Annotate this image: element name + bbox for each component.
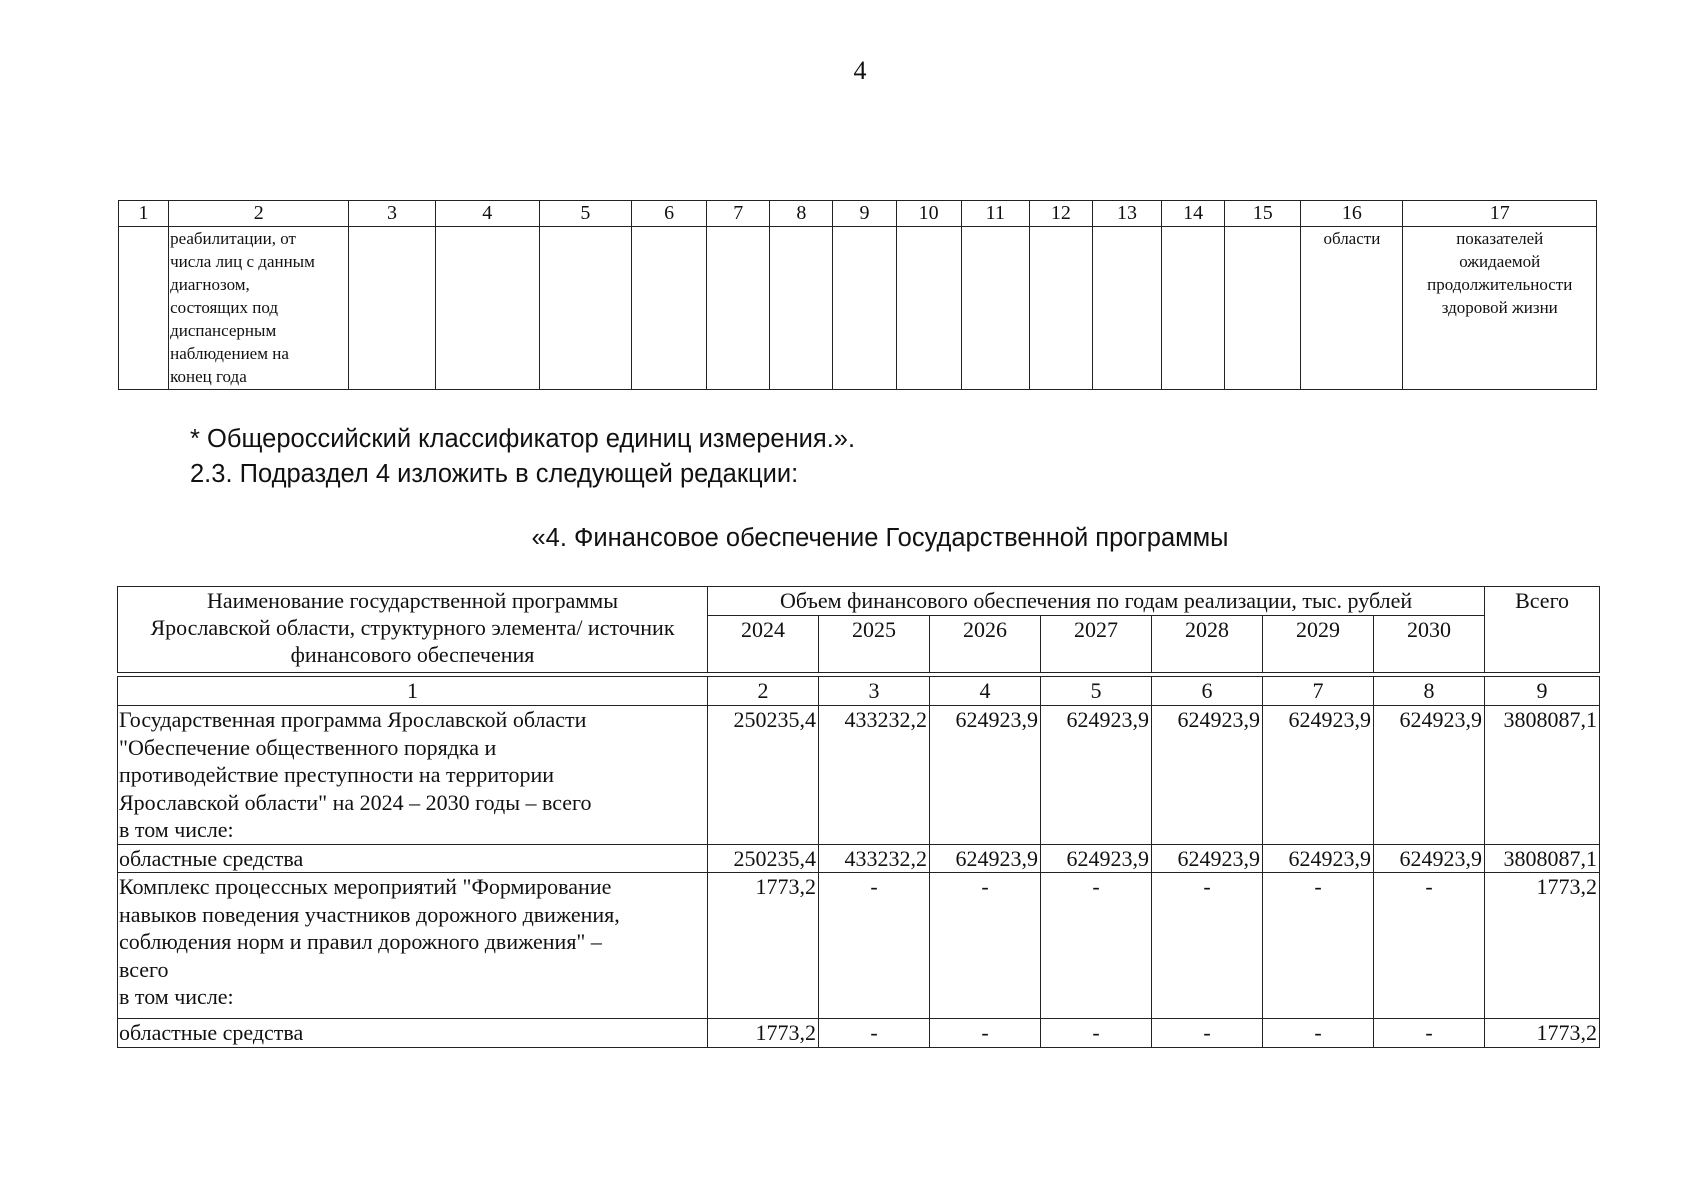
value-cell: 624923,9 bbox=[1041, 706, 1152, 845]
row-name bbox=[118, 844, 708, 873]
table1-header-cell: 10 bbox=[896, 201, 961, 227]
table1-header-cell: 1 bbox=[119, 201, 169, 227]
table1-header-cell: 11 bbox=[961, 201, 1029, 227]
value-cell: - bbox=[930, 1019, 1041, 1048]
table1-header-cell: 6 bbox=[632, 201, 707, 227]
total-cell: 1773,2 bbox=[1485, 873, 1600, 1019]
table1-header-cell: 8 bbox=[770, 201, 833, 227]
value-cell: - bbox=[1152, 1019, 1263, 1048]
table-row bbox=[118, 844, 1600, 873]
page-number: 4 bbox=[853, 56, 867, 85]
text-line: продолжительности bbox=[1427, 275, 1573, 294]
total-cell: 3808087,1 bbox=[1485, 844, 1600, 873]
column-number-row bbox=[118, 677, 1600, 706]
finance-table-header bbox=[117, 586, 1600, 673]
row-name bbox=[118, 1019, 708, 1048]
value-cell: 624923,9 bbox=[1152, 706, 1263, 845]
year-header: 2024 bbox=[708, 616, 819, 673]
text-line: диагнозом, bbox=[170, 275, 250, 294]
table-cell bbox=[1092, 227, 1161, 390]
column-number: 9 bbox=[1485, 677, 1600, 706]
column-number: 3 bbox=[819, 677, 930, 706]
value-cell: 433232,2 bbox=[819, 844, 930, 873]
value-cell: 624923,9 bbox=[930, 706, 1041, 845]
value-cell: 624923,9 bbox=[1374, 706, 1485, 845]
table1-header-cell: 13 bbox=[1092, 201, 1161, 227]
value-cell: 624923,9 bbox=[930, 844, 1041, 873]
value-cell: - bbox=[930, 873, 1041, 1019]
table-cell bbox=[349, 227, 435, 390]
text-line: всего bbox=[119, 956, 169, 982]
table1-header-cell: 4 bbox=[435, 201, 539, 227]
column-number: 7 bbox=[1263, 677, 1374, 706]
value-cell: 433232,2 bbox=[819, 706, 930, 845]
column-number: 5 bbox=[1041, 677, 1152, 706]
table1-header-cell: 9 bbox=[833, 201, 896, 227]
value-cell: - bbox=[1374, 873, 1485, 1019]
value-cell: 624923,9 bbox=[1041, 844, 1152, 873]
table-cell bbox=[961, 227, 1029, 390]
text-line: здоровой жизни bbox=[1441, 298, 1558, 317]
table1-header-cell: 12 bbox=[1029, 201, 1092, 227]
value-cell: - bbox=[1041, 873, 1152, 1019]
table1-header-cell: 14 bbox=[1162, 201, 1225, 227]
table-cell bbox=[707, 227, 770, 390]
row-name bbox=[118, 873, 708, 1019]
table-cell bbox=[1225, 227, 1301, 390]
text-line: Ярославской области, структурного элемента/ источник bbox=[150, 615, 675, 640]
value-cell: - bbox=[819, 1019, 930, 1048]
text-line: Наименование государственной программы bbox=[206, 588, 619, 613]
clause-text: 2.3. Подраздел 4 изложить в следующей редакции: bbox=[190, 460, 799, 488]
volume-header: Объем финансового обеспечения по годам реализации, тыс. рублей bbox=[708, 587, 1485, 616]
text-line: финансового обеспечения bbox=[290, 642, 535, 667]
text-line: соблюдения норм и правил дорожного движения" – bbox=[119, 929, 602, 954]
value-cell: 250235,4 bbox=[708, 706, 819, 845]
year-header: 2028 bbox=[1152, 616, 1263, 673]
table1-row bbox=[119, 227, 1597, 390]
table1-header-cell: 5 bbox=[539, 201, 631, 227]
value-cell: 624923,9 bbox=[1374, 844, 1485, 873]
table1-header-cell: 2 bbox=[169, 201, 349, 227]
value-cell: 624923,9 bbox=[1263, 706, 1374, 845]
table-cell bbox=[1029, 227, 1092, 390]
text-line: Государственная программа Ярославской области bbox=[119, 707, 587, 732]
year-header: 2030 bbox=[1374, 616, 1485, 673]
column-number: 4 bbox=[930, 677, 1041, 706]
text-line: состоящих под bbox=[170, 298, 279, 317]
table-cell bbox=[833, 227, 896, 390]
value-cell: 1773,2 bbox=[708, 873, 819, 1019]
section-heading: «4. Финансовое обеспечение Государственной программы bbox=[531, 524, 1229, 552]
table-cell bbox=[896, 227, 961, 390]
table1-header-cell: 17 bbox=[1403, 201, 1597, 227]
table1-header-cell: 16 bbox=[1301, 201, 1403, 227]
text-line: Ярославской области" на 2024 – 2030 годы – всего bbox=[119, 789, 592, 815]
text-line: в том числе: bbox=[119, 817, 234, 842]
value-cell: - bbox=[1263, 873, 1374, 1019]
value-cell: 624923,9 bbox=[1263, 844, 1374, 873]
finance-table-body bbox=[117, 676, 1600, 1048]
table-cell bbox=[1162, 227, 1225, 390]
table-row bbox=[118, 1019, 1600, 1048]
total-header: Всего bbox=[1485, 587, 1600, 673]
text-line: наблюдением на bbox=[170, 344, 289, 363]
text-line: конец года bbox=[170, 367, 247, 386]
column-number: 1 bbox=[118, 677, 708, 706]
table-row bbox=[118, 873, 1600, 1019]
value-cell: 624923,9 bbox=[1152, 844, 1263, 873]
value-cell: - bbox=[1041, 1019, 1152, 1048]
table-cell: области bbox=[1301, 227, 1403, 390]
text-line: реабилитации, от bbox=[170, 229, 296, 248]
table-cell bbox=[435, 227, 539, 390]
year-header: 2026 bbox=[930, 616, 1041, 673]
column-number: 6 bbox=[1152, 677, 1263, 706]
table1-header-cell: 7 bbox=[707, 201, 770, 227]
name-header bbox=[118, 587, 708, 673]
text-line: областные средства bbox=[119, 845, 304, 871]
table-row bbox=[118, 706, 1600, 845]
table-cell bbox=[539, 227, 631, 390]
text-line: противодействие преступности на территории bbox=[119, 762, 554, 787]
indicator-name-cell bbox=[169, 227, 349, 390]
row-name bbox=[118, 706, 708, 845]
value-cell: - bbox=[1263, 1019, 1374, 1048]
value-cell: - bbox=[1374, 1019, 1485, 1048]
table-cell bbox=[1403, 227, 1597, 390]
text-line: областные средства bbox=[119, 1020, 304, 1045]
text-line: в том числе: bbox=[119, 984, 234, 1009]
table-cell bbox=[632, 227, 707, 390]
column-number: 8 bbox=[1374, 677, 1485, 706]
column-number: 2 bbox=[708, 677, 819, 706]
table1-header-cell: 15 bbox=[1225, 201, 1301, 227]
total-cell: 1773,2 bbox=[1485, 1019, 1600, 1048]
value-cell: 250235,4 bbox=[708, 844, 819, 873]
value-cell: 1773,2 bbox=[708, 1019, 819, 1048]
table-cell bbox=[119, 227, 169, 390]
value-cell: - bbox=[1152, 873, 1263, 1019]
table-cell bbox=[770, 227, 833, 390]
text-line: диспансерным bbox=[170, 321, 277, 340]
table1-header-row bbox=[119, 201, 1597, 227]
text-line: навыков поведения участников дорожного движения, bbox=[119, 901, 620, 927]
footnote: * Общероссийский классификатор единиц измерения.». bbox=[190, 425, 856, 453]
header-row bbox=[118, 587, 1600, 616]
year-header: 2029 bbox=[1263, 616, 1374, 673]
total-cell: 3808087,1 bbox=[1485, 706, 1600, 845]
year-header: 2025 bbox=[819, 616, 930, 673]
text-line: "Обеспечение общественного порядка и bbox=[119, 734, 497, 760]
text-line: Комплекс процессных мероприятий "Формирование bbox=[119, 874, 612, 899]
value-cell: - bbox=[819, 873, 930, 1019]
text-line: ожидаемой bbox=[1459, 252, 1541, 271]
indicators-table-continuation bbox=[118, 200, 1597, 390]
table1-header-cell: 3 bbox=[349, 201, 435, 227]
text-line: числа лиц с данным bbox=[170, 252, 315, 271]
year-header: 2027 bbox=[1041, 616, 1152, 673]
text-line: показателей bbox=[1456, 229, 1544, 248]
